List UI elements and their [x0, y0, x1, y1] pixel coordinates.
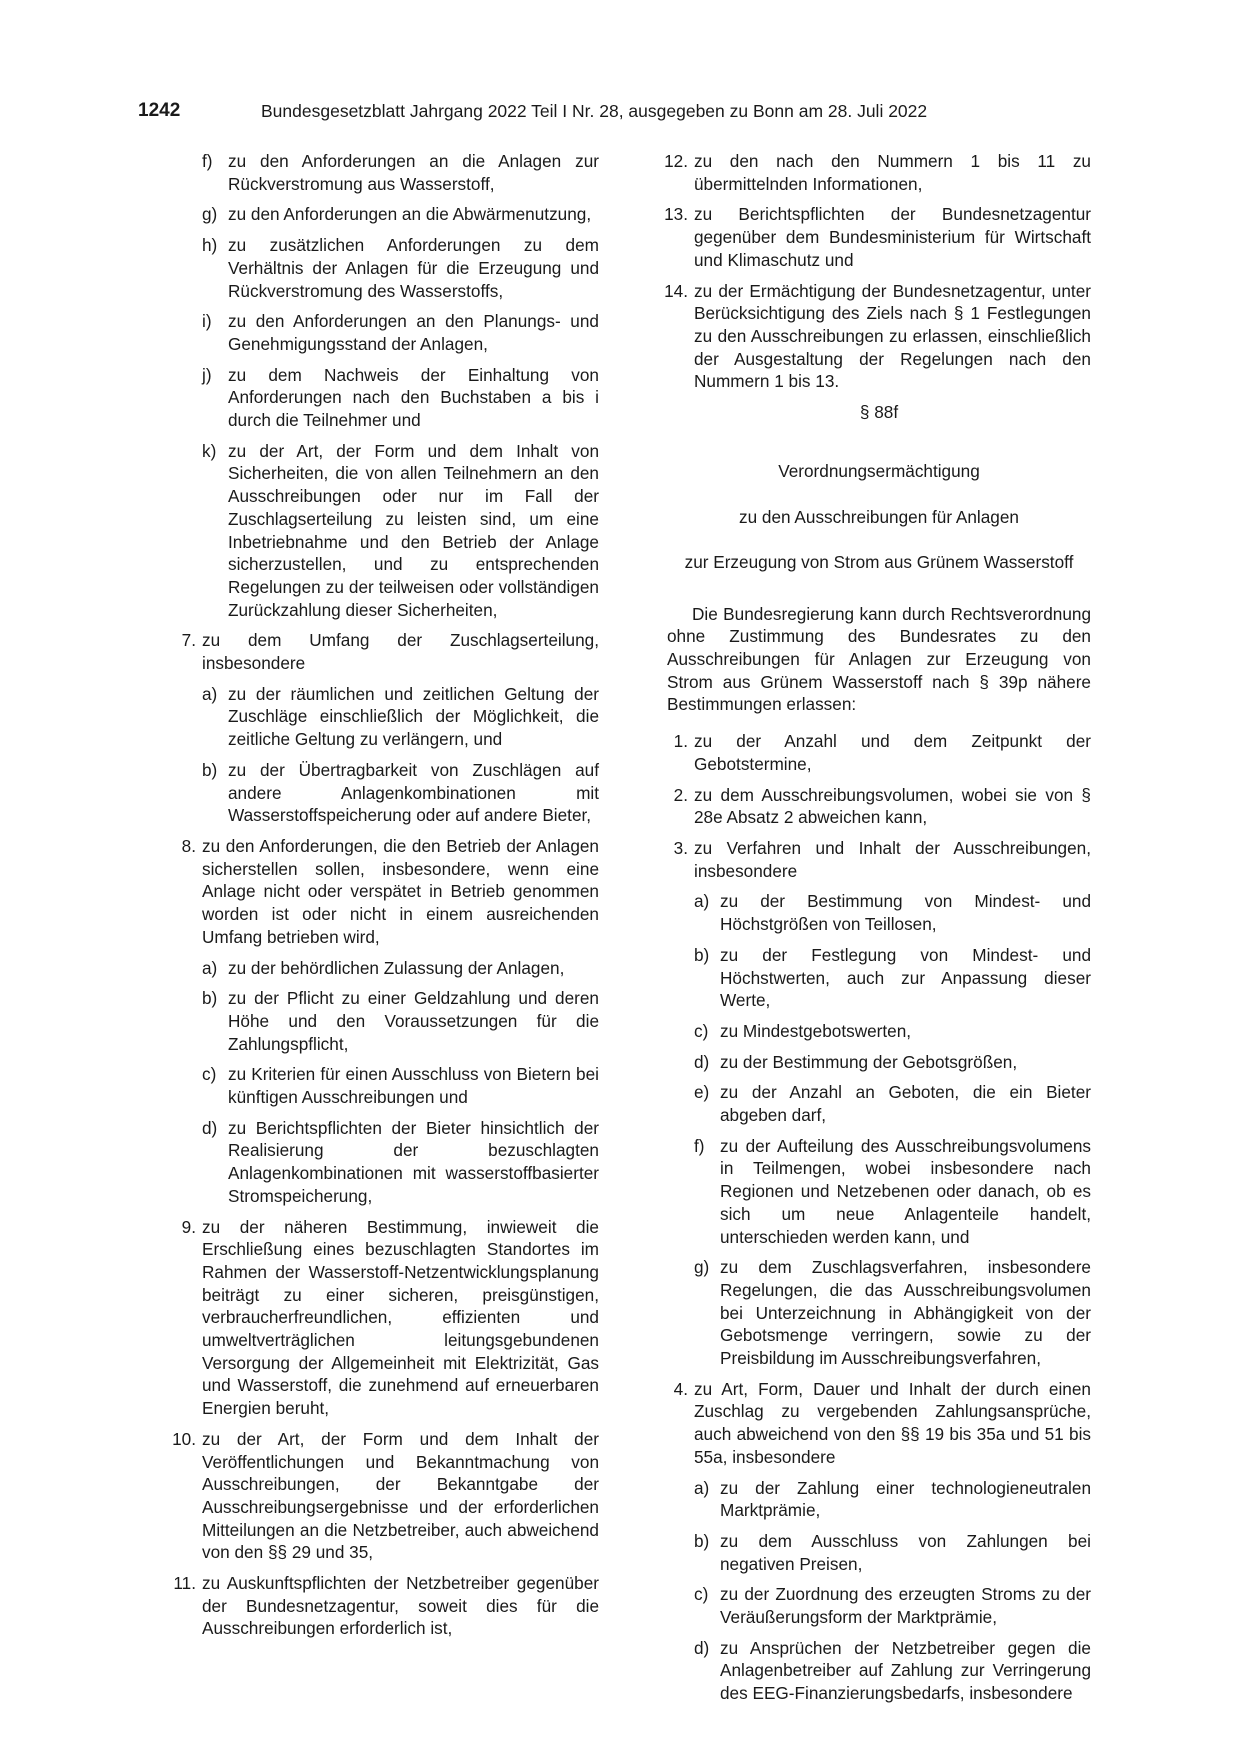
right-column [664, 150, 1091, 1713]
list-item-r2: 2. zu dem Ausschreibungsvolumen, wobei sie von § 28e Absatz 2 abweichen kann, [673, 784, 1091, 828]
list-item-r4c: c) zu der Zuordnung des erzeugten Stroms zu der Veräußerungsform der Marktprämie, [694, 1584, 1091, 1628]
running-title: Bundesgesetzblatt Jahrgang 2022 Teil I Nr. 28, ausgegeben zu Bonn am 28. Juli 2022 [261, 101, 928, 121]
list-item-8c: c) zu Kriterien für einen Ausschluss von Bietern bei künftigen Ausschreibungen und [202, 1064, 599, 1108]
list-item-7b: b) zu der Übertragbarkeit von Zuschlägen auf andere Anlagenkombinationen mit Wasserstoffspeicherung oder auf andere Bieter, [202, 759, 599, 826]
list-item-13: 13. zu Berichtspflichten der Bundesnetzagentur gegenüber dem Bundesministerium für Wirtschaft und Klimaschutz und [664, 204, 1091, 270]
list-item-9: 9. zu der näheren Bestimmung, inwieweit die Erschließung eines bezuschlagten Standortes im Rahmen der Wasserstoff-Netzentwicklungsplanung beiträgt zu einer sicheren, preisgünstigen, verbraucherfreundlichen, effizienten und umweltverträglichen leitungsgebundenen Versorgung der Allgemeinheit mit Elektrizität, Gas und Wasserstoff, die zunehmend auf erneuerbaren Energien beruht, [181, 1216, 599, 1419]
list-item-r3a: a) zu der Bestimmung von Mindest- und Höchstgrößen von Teillosen, [694, 891, 1091, 935]
list-item-11: 11. zu Auskunftspflichten der Netzbetreiber gegenüber der Bundesnetzagentur, soweit dies für die Ausschreibungen erforderlich ist, [173, 1573, 599, 1639]
list-item-r1: 1. zu der Anzahl und dem Zeitpunkt der Gebotstermine, [673, 731, 1091, 774]
list-item-8a: a) zu der behördlichen Zulassung der Anlagen, [202, 957, 565, 978]
list-item-r4d: d) zu Ansprüchen der Netzbetreiber gegen die Anlagenbetreiber auf Zahlung zur Verringerung des EEG-Finanzierungsbedarfs, insbesondere [694, 1637, 1091, 1704]
list-item-r4: 4. zu Art, Form, Dauer und Inhalt der durch einen Zuschlag zu vergebenden Zahlungsansprüche, auch abweichend von den §§ 19 bis 35a und 51 bis 55a, insbesondere [673, 1378, 1091, 1467]
list-item-r3f: f) zu der Aufteilung des Ausschreibungsvolumens in Teilmengen, wobei insbesondere nach Regionen und Netzebenen oder danach, ob es sich um neue Anlagenteile handelt, unterschieden werden kann, und [694, 1135, 1091, 1247]
list-item-8b: b) zu der Pflicht zu einer Geldzahlung und deren Höhe und den Voraussetzungen für die Zahlungspflicht, [202, 988, 599, 1054]
list-item-j: j) zu dem Nachweis der Einhaltung von Anforderungen nach den Buchstaben a bis i durch die Teilnehmer und [202, 364, 599, 431]
list-item-r3c: c) zu Mindestgebotswerten, [694, 1020, 912, 1041]
list-item-k: k) zu der Art, der Form und dem Inhalt von Sicherheiten, die von allen Teilnehmern an den Ausschreibungen oder nur im Fall der Zuschlagserteilung zu leisten sind, um eine Inbetriebnahme und den Betrieb der Anlage sicherzustellen, und zu entsprechenden Regelungen zu der teilweisen oder vollständigen Zurückzahlung dieser Sicherheiten, [202, 440, 599, 620]
list-item-8d: d) zu Berichtspflichten der Bieter hinsichtlich der Realisierung der bezuschlagten Anlagenkombinationen mit wasserstoffbasierter Stromspeicherung, [202, 1117, 599, 1206]
list-item-f: f) zu den Anforderungen an die Anlagen zur Rückverstromung aus Wasserstoff, [202, 151, 599, 194]
list-item-i: i) zu den Anforderungen an den Planungs- und Genehmigungsstand der Anlagen, [202, 311, 599, 354]
list-item-g: g) zu den Anforderungen an die Abwärmenutzung, [202, 204, 592, 225]
list-item-r3: 3. zu Verfahren und Inhalt der Ausschreibungen, insbesondere [673, 837, 1091, 881]
list-item-8: 8. zu den Anforderungen, die den Betrieb der Anlagen sicherstellen sollen, insbesondere, wenn eine Anlage nicht oder verspätet in Betrieb genommen worden ist oder nicht in einem ausreichenden Umfang betrieben wird, [181, 835, 599, 947]
list-item-h: h) zu zusätzlichen Anforderungen zu dem Verhältnis der Anlagen für die Erzeugung und Rückverstromung des Wasserstoffs, [202, 235, 599, 301]
list-item-r3g: g) zu dem Zuschlagsverfahren, insbesondere Regelungen, die das Ausschreibungsvolumen bei Unterzeichnung in Abhängigkeit von der Gebotsmenge verringern, sowie zu der Preisbildung im Ausschreibungsverfahren, [694, 1257, 1091, 1369]
list-item-r4a: a) zu der Zahlung einer technologieneutralen Marktprämie, [694, 1477, 1091, 1521]
list-item-12: 12. zu den nach den Nummern 1 bis 11 zu übermittelnden Informationen, [664, 151, 1091, 194]
page-number: 1242 [138, 100, 181, 121]
list-item-7a: a) zu der räumlichen und zeitlichen Geltung der Zuschläge einschließlich der Möglichkeit, die zeitliche Geltung zu verlängern, und [202, 683, 599, 750]
section-intro: Die Bundesregierung kann durch Rechtsverordnung ohne Zustimmung des Bundesrates zu den Ausschreibungen für Anlagen zur Erzeugung von Strom aus Grünem Wasserstoff nach § 39p nähere Bestimmungen erlassen: [667, 603, 1091, 715]
page-header [138, 100, 1098, 124]
list-item-r3d: d) zu der Bestimmung der Gebotsgrößen, [694, 1051, 1018, 1072]
list-item-r3b: b) zu der Festlegung von Mindest- und Höchstwerten, auch zur Anpassung dieser Werte, [694, 944, 1091, 1011]
section-number: § 88f [859, 402, 899, 423]
list-item-10: 10. zu der Art, der Form und dem Inhalt der Veröffentlichungen und Bekanntmachung von Ausschreibungen, der Bekanntgabe der Ausschreibungsergebnisse und der erforderlichen Mitteilungen an die Netzbetreiber, auch abweichend von den §§ 29 und 35, [172, 1428, 599, 1563]
list-item-r4b: b) zu dem Ausschluss von Zahlungen bei negativen Preisen, [694, 1530, 1091, 1574]
list-item-14: 14. zu der Ermächtigung der Bundesnetzagentur, unter Berücksichtigung des Ziels nach § 1 Festlegungen zu den Ausschreibungen zu erlassen, einschließlich der Ausgestaltung der Regelungen nach den Nummern 1 bis 13. [664, 280, 1091, 392]
left-column [172, 150, 599, 1648]
list-item-r3e: e) zu der Anzahl an Geboten, die ein Bieter abgeben darf, [694, 1082, 1091, 1126]
list-item-7: 7. zu dem Umfang der Zuschlagserteilung, insbesondere [181, 630, 599, 674]
section-title: Verordnungsermächtigung zu den Ausschreibungen für Anlagen zur Erzeugung von Strom aus Grünem Wasserstoff [684, 461, 1074, 573]
